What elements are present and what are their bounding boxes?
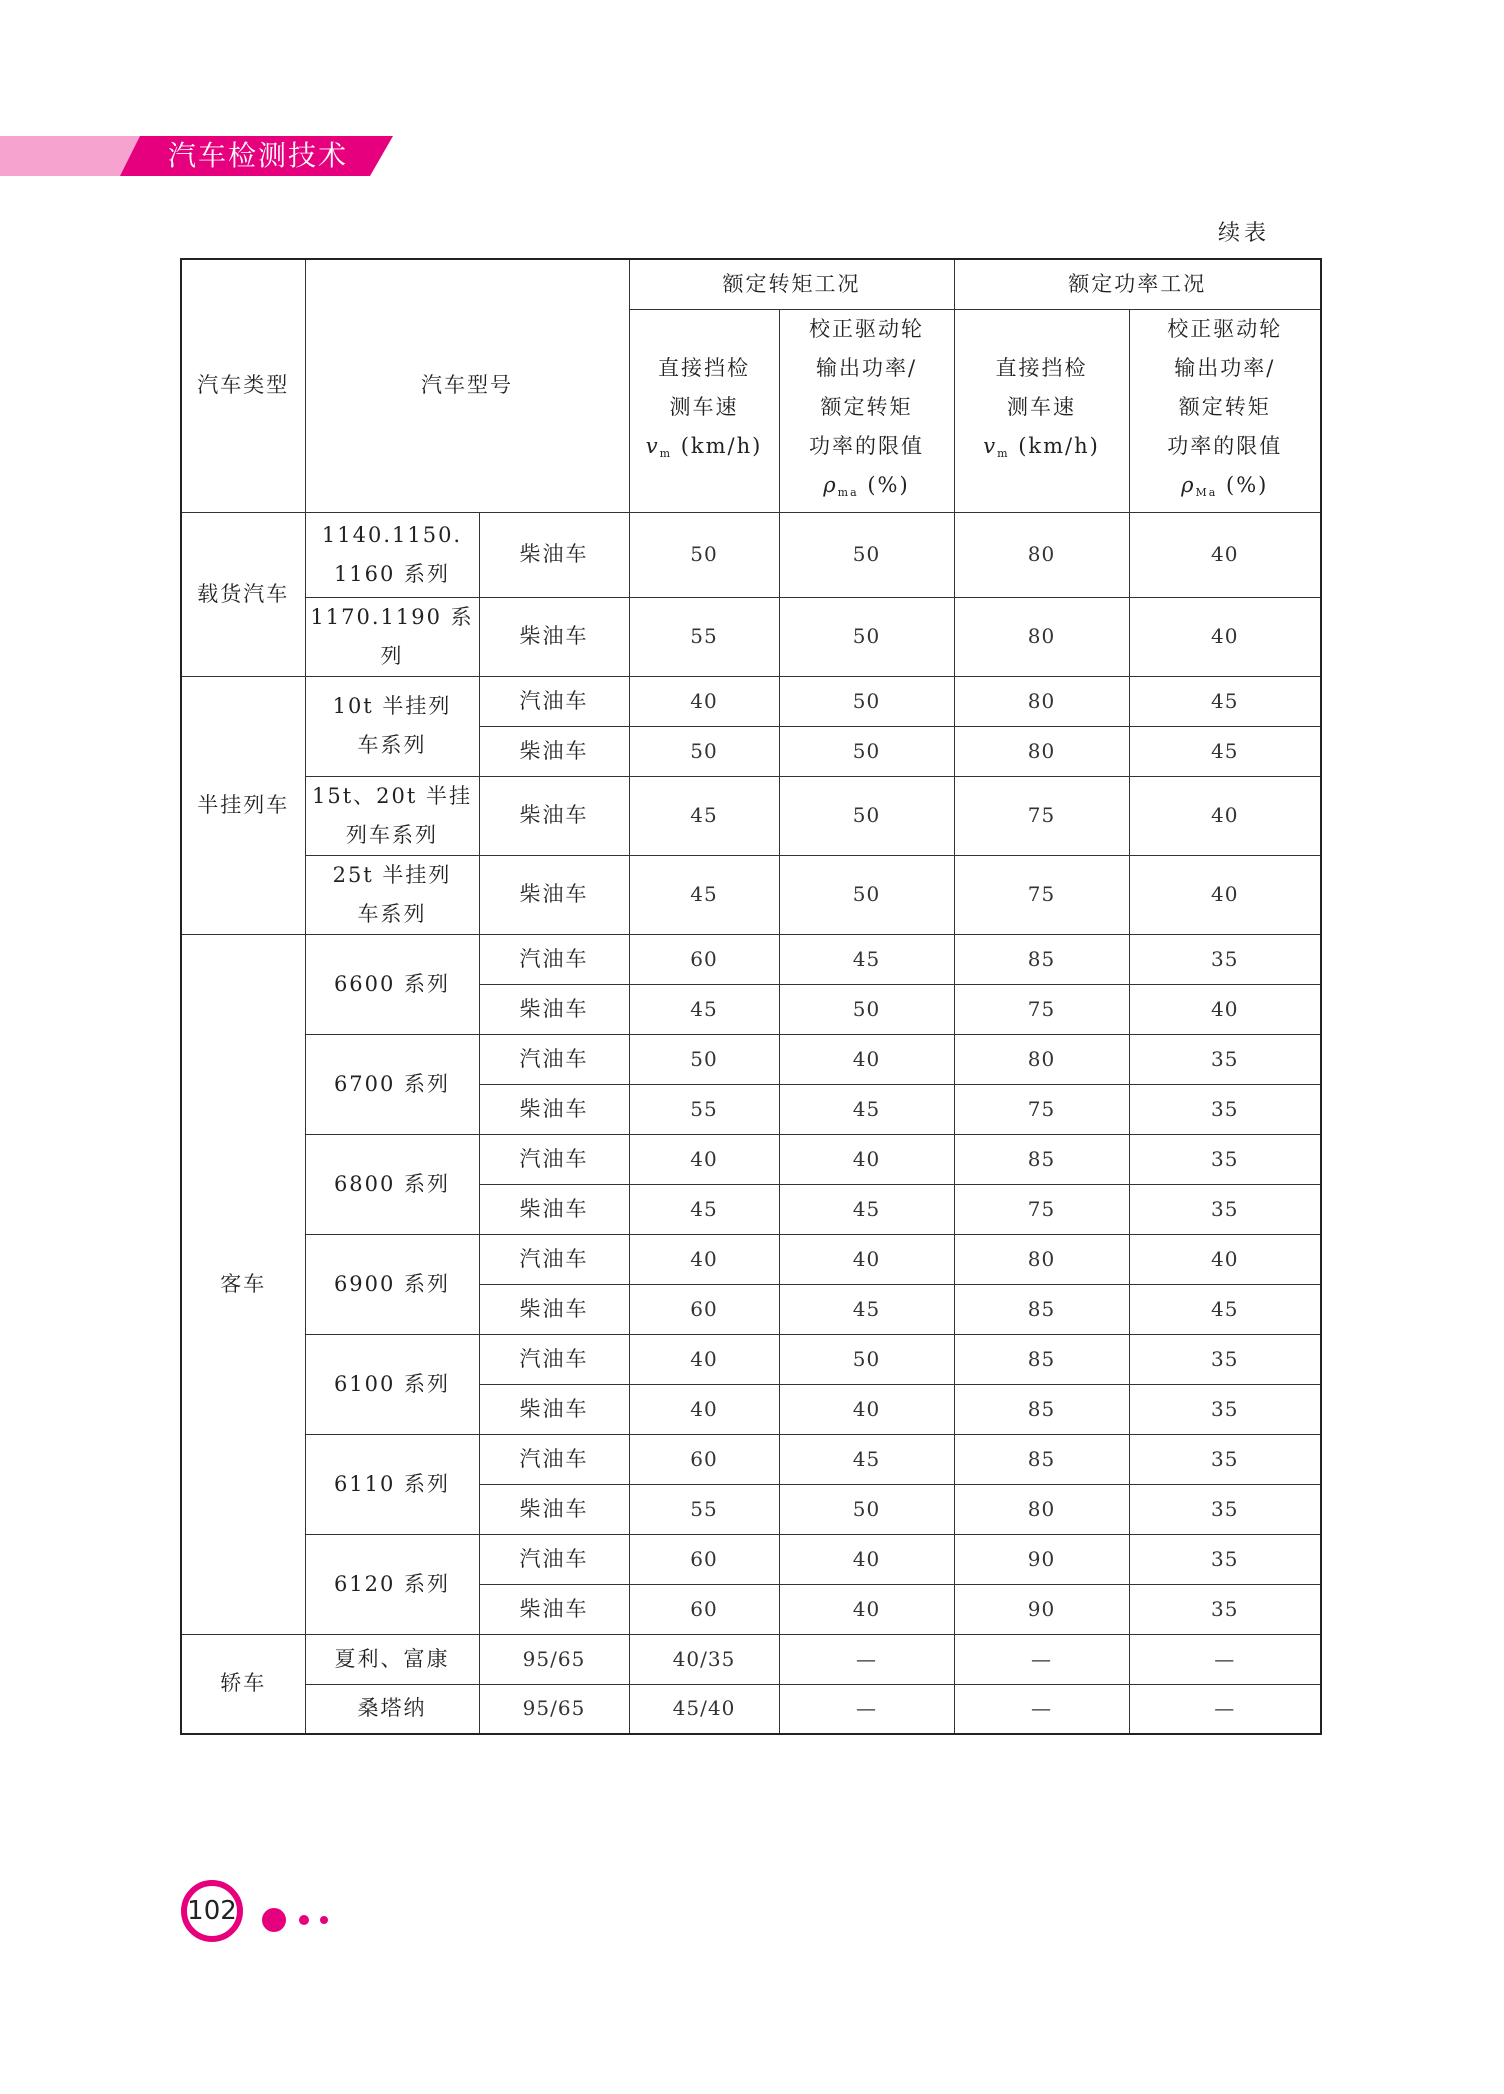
- model-line: 25t 半挂列: [332, 862, 452, 887]
- value-cell: 45: [1129, 726, 1321, 776]
- model-line: 车系列: [357, 733, 427, 757]
- model-cell: [305, 776, 479, 855]
- value-cell: 40: [1129, 512, 1321, 597]
- header-line: 测车速: [669, 394, 739, 419]
- model-line: 10t 半挂列: [332, 694, 452, 718]
- fuel-cell: 柴油车: [479, 1184, 629, 1234]
- value-cell: 80: [954, 1484, 1129, 1534]
- symbol: v: [645, 433, 660, 458]
- header-line: 额定转矩: [1178, 394, 1271, 419]
- model-cell: [305, 676, 479, 776]
- symbol: ρ: [823, 472, 838, 497]
- header-limit-torque: [779, 309, 954, 512]
- value-cell: 95/65: [479, 1684, 629, 1734]
- value-cell: 50: [779, 776, 954, 855]
- model-cell: 6800 系列: [305, 1134, 479, 1234]
- value-cell: 85: [954, 1334, 1129, 1384]
- value-cell: 35: [1129, 1484, 1321, 1534]
- value-cell: 40: [629, 676, 779, 726]
- value-cell: 50: [779, 1484, 954, 1534]
- value-cell: 45: [779, 934, 954, 984]
- value-cell: 50: [779, 1334, 954, 1384]
- value-cell: 75: [954, 1184, 1129, 1234]
- header-line: 输出功率/: [1174, 355, 1276, 380]
- model-line: 车系列: [357, 901, 427, 926]
- value-cell: 40: [779, 1384, 954, 1434]
- model-cell: [305, 855, 479, 934]
- subscript: ma: [837, 485, 859, 499]
- value-cell: 75: [954, 776, 1129, 855]
- value-cell: 80: [954, 597, 1129, 676]
- value-cell: 95/65: [479, 1634, 629, 1684]
- header-line: [630, 427, 779, 473]
- header-line: 额定转矩: [820, 394, 913, 419]
- value-cell: 35: [1129, 1434, 1321, 1484]
- unit: (%): [867, 472, 910, 497]
- model-line: 1140.1150.: [321, 522, 463, 547]
- value-cell: 80: [954, 726, 1129, 776]
- header-speed-torque: [629, 309, 779, 512]
- value-cell: 35: [1129, 1134, 1321, 1184]
- model-cell: 1170.1190 系列: [305, 597, 479, 676]
- value-cell: 35: [1129, 1084, 1321, 1134]
- value-cell: —: [1129, 1634, 1321, 1684]
- value-cell: 75: [954, 1084, 1129, 1134]
- vehicle-type-cell: 载货汽车: [181, 512, 305, 676]
- header-rated-power: 额定功率工况: [954, 259, 1321, 309]
- fuel-cell: 柴油车: [479, 1584, 629, 1634]
- header-line: 校正驱动轮: [1167, 316, 1283, 341]
- value-cell: 50: [629, 512, 779, 597]
- value-cell: 35: [1129, 1334, 1321, 1384]
- fuel-cell: 柴油车: [479, 984, 629, 1034]
- subscript: m: [659, 446, 672, 460]
- value-cell: 45: [779, 1084, 954, 1134]
- model-cell: 6900 系列: [305, 1234, 479, 1334]
- table-row: [181, 597, 1321, 676]
- fuel-cell: 汽油车: [479, 1334, 629, 1384]
- model-cell: 桑塔纳: [305, 1684, 479, 1734]
- value-cell: 45: [629, 1184, 779, 1234]
- page-dot-small: [320, 1916, 328, 1924]
- value-cell: 75: [954, 984, 1129, 1034]
- model-cell: 夏利、富康: [305, 1634, 479, 1684]
- fuel-cell: 柴油车: [479, 726, 629, 776]
- value-cell: 40: [1129, 597, 1321, 676]
- value-cell: 40: [629, 1134, 779, 1184]
- value-cell: 40: [1129, 984, 1321, 1034]
- value-cell: 40: [1129, 1234, 1321, 1284]
- value-cell: 90: [954, 1584, 1129, 1634]
- fuel-cell: 柴油车: [479, 1084, 629, 1134]
- value-cell: 35: [1129, 1384, 1321, 1434]
- value-cell: 50: [629, 726, 779, 776]
- value-cell: 85: [954, 1284, 1129, 1334]
- model-cell: 6120 系列: [305, 1534, 479, 1634]
- value-cell: 45: [629, 984, 779, 1034]
- value-cell: 40: [779, 1584, 954, 1634]
- value-cell: 40: [629, 1234, 779, 1284]
- value-cell: 35: [1129, 1534, 1321, 1584]
- model-line: 15t、20t 半挂: [312, 783, 472, 808]
- table-row: [181, 676, 1321, 726]
- page-number: 102: [181, 1880, 243, 1942]
- value-cell: 40/35: [629, 1634, 779, 1684]
- value-cell: 50: [779, 855, 954, 934]
- fuel-cell: 汽油车: [479, 1234, 629, 1284]
- header-limit-power: [1129, 309, 1321, 512]
- value-cell: 40: [629, 1384, 779, 1434]
- fuel-cell: 柴油车: [479, 855, 629, 934]
- value-cell: 80: [954, 1234, 1129, 1284]
- value-cell: 45: [629, 776, 779, 855]
- value-cell: 85: [954, 1384, 1129, 1434]
- value-cell: 55: [629, 597, 779, 676]
- value-cell: 90: [954, 1534, 1129, 1584]
- fuel-cell: 柴油车: [479, 1384, 629, 1434]
- table-row: [181, 1334, 1321, 1384]
- model-cell: 6700 系列: [305, 1034, 479, 1134]
- value-cell: 50: [779, 512, 954, 597]
- value-cell: 50: [779, 597, 954, 676]
- value-cell: 80: [954, 512, 1129, 597]
- page-dot-large: [262, 1908, 286, 1932]
- value-cell: —: [1129, 1684, 1321, 1734]
- header-title: 汽车检测技术: [168, 139, 349, 172]
- value-cell: 60: [629, 1584, 779, 1634]
- vehicle-type-cell: 半挂列车: [181, 676, 305, 934]
- value-cell: 45/40: [629, 1684, 779, 1734]
- value-cell: 50: [779, 726, 954, 776]
- header-line: 直接挡检: [995, 355, 1088, 380]
- header-line: 直接挡检: [658, 355, 750, 380]
- value-cell: 85: [954, 1134, 1129, 1184]
- table-row: [181, 934, 1321, 984]
- value-cell: 35: [1129, 1034, 1321, 1084]
- value-cell: —: [779, 1634, 954, 1684]
- subscript: m: [997, 446, 1010, 460]
- value-cell: —: [954, 1684, 1129, 1734]
- value-cell: 45: [779, 1184, 954, 1234]
- fuel-cell: 柴油车: [479, 597, 629, 676]
- fuel-cell: 汽油车: [479, 934, 629, 984]
- page-dot-medium: [299, 1915, 309, 1925]
- header-line: [780, 466, 954, 512]
- fuel-cell: 柴油车: [479, 776, 629, 855]
- value-cell: 45: [1129, 1284, 1321, 1334]
- unit: (km/h): [680, 433, 763, 458]
- continued-label: 续表: [1218, 221, 1271, 246]
- subscript: Ma: [1195, 485, 1218, 499]
- fuel-cell: 汽油车: [479, 1434, 629, 1484]
- value-cell: 40: [779, 1134, 954, 1184]
- table-row: [181, 776, 1321, 855]
- header-line: 功率的限值: [809, 433, 924, 458]
- fuel-cell: 汽油车: [479, 1534, 629, 1584]
- vehicle-type-cell: 客车: [181, 934, 305, 1634]
- fuel-cell: 汽油车: [479, 1034, 629, 1084]
- value-cell: 40: [1129, 855, 1321, 934]
- fuel-cell: 柴油车: [479, 512, 629, 597]
- value-cell: 50: [779, 676, 954, 726]
- value-cell: 55: [629, 1484, 779, 1534]
- fuel-cell: 柴油车: [479, 1284, 629, 1334]
- symbol: ρ: [1181, 472, 1196, 497]
- header-model: 汽车型号: [305, 259, 629, 512]
- model-cell: 6110 系列: [305, 1434, 479, 1534]
- fuel-cell: 汽油车: [479, 1134, 629, 1184]
- model-cell: [305, 512, 479, 597]
- table-row: [181, 1534, 1321, 1584]
- table-row: [181, 1434, 1321, 1484]
- value-cell: 35: [1129, 934, 1321, 984]
- value-cell: 35: [1129, 1184, 1321, 1234]
- value-cell: —: [954, 1634, 1129, 1684]
- table-row: [181, 1684, 1321, 1734]
- table-row: [181, 1634, 1321, 1684]
- header-line: 输出功率/: [815, 355, 918, 380]
- header-vehicle-type: 汽车类型: [181, 259, 305, 512]
- symbol: v: [983, 433, 998, 458]
- unit: (km/h): [1018, 433, 1100, 458]
- table-row: [181, 512, 1321, 597]
- fuel-cell: 汽油车: [479, 676, 629, 726]
- header-line: 校正驱动轮: [809, 316, 924, 341]
- value-cell: 80: [954, 676, 1129, 726]
- value-cell: 35: [1129, 1584, 1321, 1634]
- value-cell: 40: [779, 1034, 954, 1084]
- value-cell: 60: [629, 1284, 779, 1334]
- unit: (%): [1226, 472, 1269, 497]
- model-cell: 6100 系列: [305, 1334, 479, 1434]
- table-row: [181, 1234, 1321, 1284]
- value-cell: 40: [1129, 776, 1321, 855]
- value-cell: 55: [629, 1084, 779, 1134]
- value-cell: 45: [629, 855, 779, 934]
- value-cell: 50: [779, 984, 954, 1034]
- model-line: 列车系列: [346, 822, 438, 847]
- value-cell: 40: [779, 1234, 954, 1284]
- table-row: [181, 1134, 1321, 1184]
- header-line: [955, 427, 1129, 473]
- header-speed-power: [954, 309, 1129, 512]
- value-cell: 60: [629, 934, 779, 984]
- header-rated-torque: 额定转矩工况: [629, 259, 954, 309]
- value-cell: 45: [779, 1284, 954, 1334]
- model-cell: 6600 系列: [305, 934, 479, 1034]
- table-row: [181, 855, 1321, 934]
- value-cell: 60: [629, 1534, 779, 1584]
- table-row: [181, 1034, 1321, 1084]
- value-cell: 40: [779, 1534, 954, 1584]
- vehicle-type-cell: 轿车: [181, 1634, 305, 1734]
- fuel-cell: 柴油车: [479, 1484, 629, 1534]
- value-cell: 75: [954, 855, 1129, 934]
- value-cell: 45: [1129, 676, 1321, 726]
- value-cell: 50: [629, 1034, 779, 1084]
- header-line: [1130, 466, 1321, 512]
- value-cell: 85: [954, 934, 1129, 984]
- header-line: 测车速: [1007, 394, 1076, 419]
- value-cell: 80: [954, 1034, 1129, 1084]
- value-cell: 60: [629, 1434, 779, 1484]
- spec-table: [180, 258, 1322, 1735]
- value-cell: 45: [779, 1434, 954, 1484]
- model-line: 1160 系列: [333, 561, 451, 586]
- header-line: 功率的限值: [1167, 433, 1283, 458]
- value-cell: 85: [954, 1434, 1129, 1484]
- value-cell: —: [779, 1684, 954, 1734]
- value-cell: 40: [629, 1334, 779, 1384]
